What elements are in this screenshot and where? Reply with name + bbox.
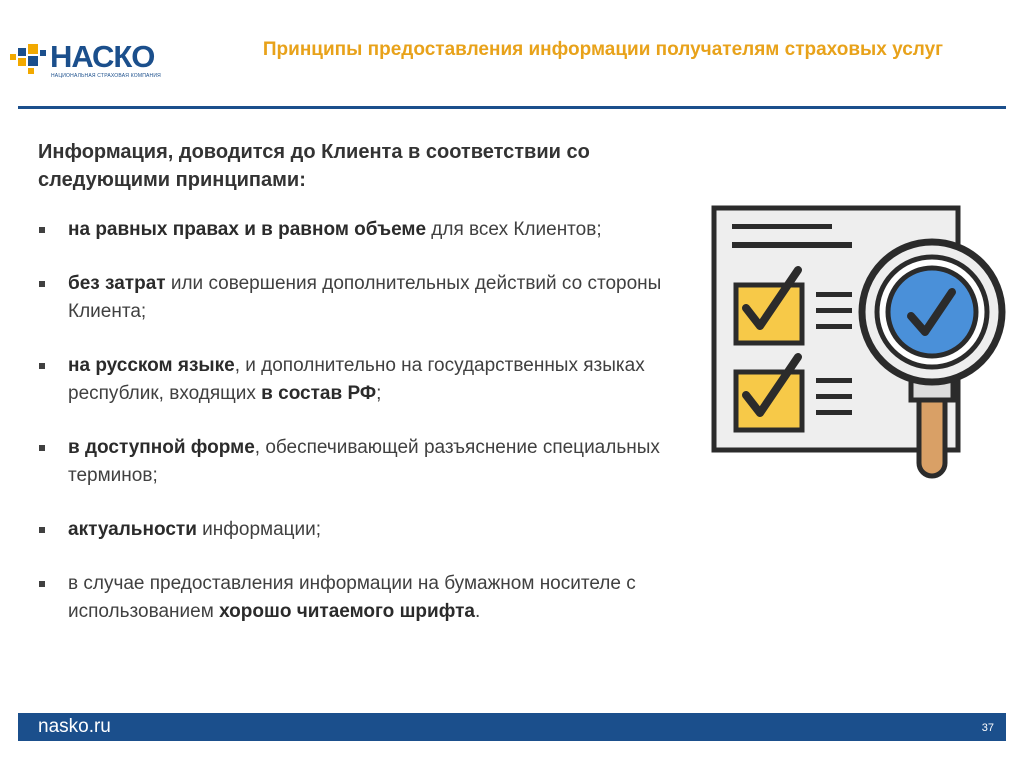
bullet-marker xyxy=(39,527,45,533)
principle-emphasis: в состав РФ xyxy=(261,383,377,404)
page-number: 37 xyxy=(981,722,994,734)
principle-text: для всех Клиентов; xyxy=(426,219,602,240)
principle-item xyxy=(36,516,696,544)
bullet-marker xyxy=(39,227,45,233)
principle-text: в случае предоставления информации на бумажном носителе с использованием xyxy=(68,573,636,622)
bullet-marker xyxy=(39,363,45,369)
principle-item xyxy=(36,570,696,626)
principle-item xyxy=(36,270,696,326)
slide-title: Принципы предоставления информации получателям страховых услуг xyxy=(262,39,944,60)
principle-emphasis: актуальности xyxy=(68,519,197,540)
principle-item xyxy=(36,216,696,244)
company-logo xyxy=(10,40,170,82)
principle-emphasis: хорошо читаемого шрифта xyxy=(219,601,475,622)
logo-wordmark: НАСКО xyxy=(50,39,155,74)
principle-text: ; xyxy=(376,383,382,404)
principle-item xyxy=(36,352,696,408)
bullet-marker xyxy=(39,281,45,287)
principle-emphasis: в доступной форме xyxy=(68,437,255,458)
bullet-marker xyxy=(39,581,45,587)
footer-website: nasko.ru xyxy=(38,716,111,737)
title-divider xyxy=(18,106,1006,109)
principle-emphasis: без затрат xyxy=(68,273,166,294)
bullet-marker xyxy=(39,445,45,451)
footer-bar xyxy=(18,713,1006,741)
checklist-magnifier-icon xyxy=(708,200,1008,492)
logo-mark-icon xyxy=(10,44,46,76)
principle-text: или совершения дополнительных действий со стороны Клиента; xyxy=(68,273,662,322)
principle-item xyxy=(36,434,696,490)
principle-text: , и дополнительно на государственных языках республик, входящих xyxy=(68,355,645,404)
principle-text: . xyxy=(474,601,481,622)
intro-text: Информация, доводится до Клиента в соответствии со следующими принципами: xyxy=(38,141,590,191)
principle-text: , обеспечивающей разъяснение специальных терминов; xyxy=(68,437,660,486)
logo-subtitle: НАЦИОНАЛЬНАЯ СТРАХОВАЯ КОМПАНИЯ xyxy=(51,73,161,79)
principle-emphasis: на равных правах и в равном объеме xyxy=(68,219,427,240)
principle-emphasis: на русском языке xyxy=(68,355,235,376)
principles-list xyxy=(36,216,696,652)
principle-text: информации; xyxy=(196,519,322,540)
